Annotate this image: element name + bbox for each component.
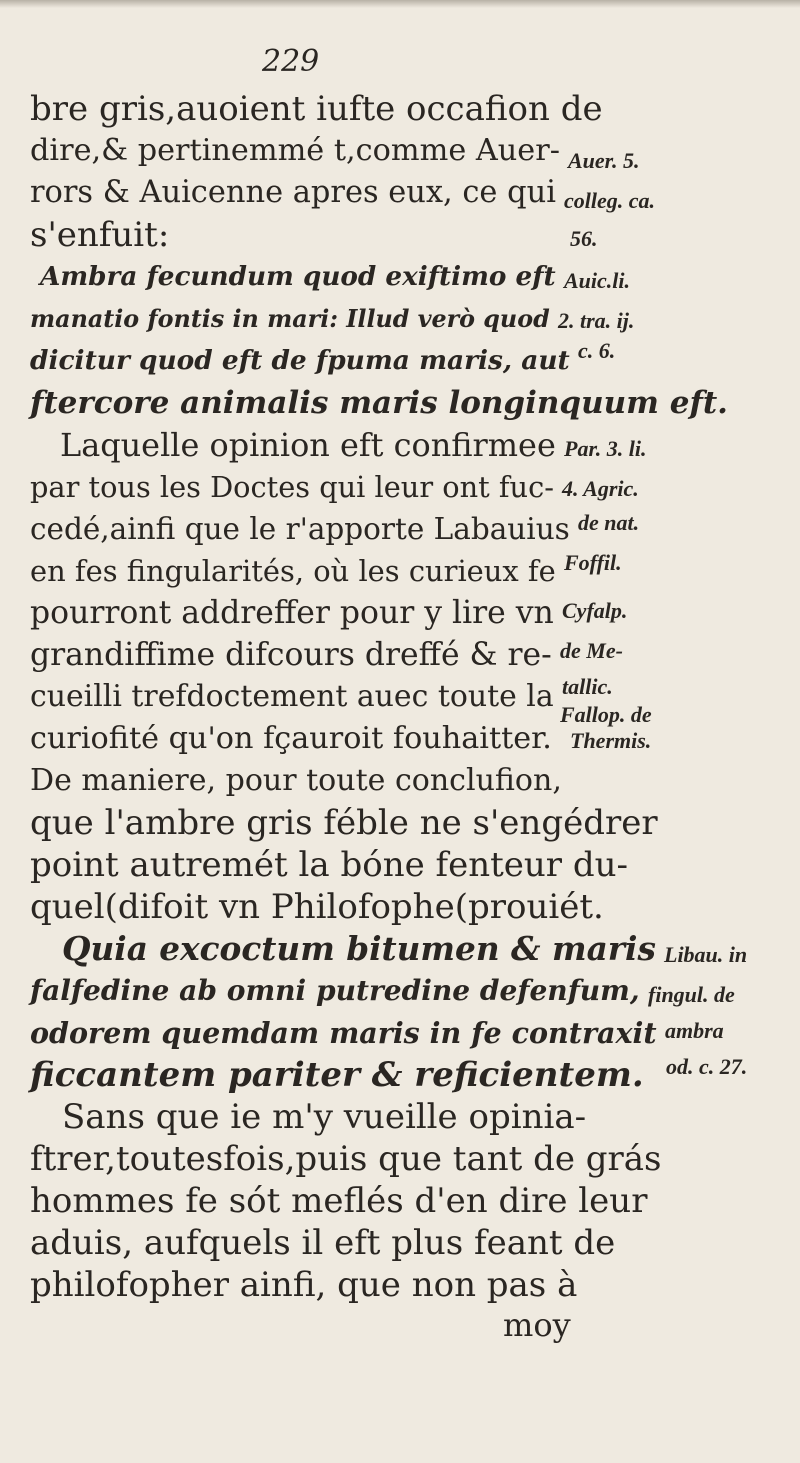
text-line	[0, 1054, 800, 1096]
line-text: s'enfuit:	[30, 215, 170, 255]
margin-note: tallic.	[562, 674, 613, 699]
line-text: ftrer,toutesfois,puis que tant de grás	[30, 1139, 662, 1179]
text-line	[0, 466, 800, 508]
text-line	[0, 130, 800, 172]
text-line	[0, 702, 800, 760]
margin-note: de Me-	[560, 638, 623, 663]
text-line	[0, 634, 800, 676]
line-text: philofopher ainfi, que non pas à	[30, 1265, 578, 1305]
text-line	[0, 970, 800, 1012]
margin-note: 56.	[570, 226, 598, 251]
margin-note: Fallop. de	[560, 702, 652, 727]
margin-note: Libau. in	[664, 942, 748, 967]
line-text: odorem quemdam maris in fe contraxit	[30, 1016, 657, 1050]
line-text: grandiffime difcours dreffé & re-	[30, 637, 552, 673]
line-text: manatio fontis in mari: Illud verò quod	[30, 305, 550, 333]
text-line	[0, 592, 800, 634]
text-line	[0, 676, 800, 718]
text-line	[0, 1180, 800, 1222]
text-line	[0, 214, 800, 256]
line-text: point autremét la bóne fenteur du-	[30, 845, 629, 885]
line-text: rors & Auicenne apres eux, ce qui	[30, 175, 556, 210]
margin-note: de nat.	[578, 510, 640, 535]
text-line	[0, 802, 800, 844]
line-text: ficcantem pariter & reficientem.	[30, 1055, 644, 1095]
line-text: hommes fe sót meflés d'en dire leur	[30, 1181, 648, 1221]
margin-note: 2. tra. ij.	[558, 308, 635, 333]
text-line	[0, 1138, 800, 1180]
text-line	[0, 382, 800, 424]
text-line	[0, 340, 800, 382]
text-line	[0, 256, 800, 298]
margin-note: colleg. ca.	[564, 188, 656, 213]
line-text: dicitur quod eft de fpuma maris, aut	[30, 345, 570, 376]
text-line	[0, 1096, 800, 1138]
line-text: que l'ambre gris féble ne s'engédrer	[30, 803, 658, 843]
line-text: quel(difoit vn Philofophe(prouiét.	[30, 887, 604, 927]
catchword: moy	[503, 1306, 571, 1344]
text-line	[0, 88, 800, 130]
line-text: ftercore animalis maris longinquum eft.	[30, 385, 728, 421]
line-text: Sans que ie m'y vueille opinia-	[62, 1097, 587, 1137]
line-text: falfedine ab omni putredine defenfum,	[30, 974, 640, 1007]
page-top-edge	[0, 0, 800, 8]
margin-note: Auic.li.	[564, 268, 631, 293]
line-text: en fes fingularités, où les curieux fe	[30, 554, 556, 588]
text-line	[0, 1264, 800, 1306]
margin-note: od. c. 27.	[666, 1054, 748, 1079]
margin-note: Auer. 5.	[568, 148, 640, 173]
line-text: par tous les Doctes qui leur ont fuc-	[30, 470, 554, 504]
margin-note: 4. Agric.	[562, 476, 639, 501]
line-text: cedé,ainfi que le r'apporte Labauius	[30, 512, 570, 546]
line-text: curiofité qu'on fçauroit fouhaitter.	[30, 721, 552, 756]
line-text: Laquelle opinion eft confirmee	[60, 426, 556, 464]
line-text: pourront addreffer pour y lire vn	[30, 595, 554, 631]
margin-note: fingul. de	[648, 982, 735, 1007]
line-text: cueilli trefdoctement auec toute la	[30, 679, 554, 714]
text-line	[0, 298, 800, 340]
margin-note: Foffil.	[564, 550, 622, 575]
line-text: bre gris,auoient iufte occafion de	[30, 89, 603, 129]
text-line	[0, 886, 800, 928]
margin-note: Cyfalp.	[562, 598, 628, 623]
margin-note: Thermis.	[570, 728, 652, 753]
margin-note: c. 6.	[578, 338, 616, 363]
text-line	[0, 424, 800, 466]
text-line	[0, 844, 800, 886]
line-text: dire,& pertinemmé t,comme Auer-	[30, 133, 560, 168]
text-line	[0, 508, 800, 550]
line-text: Ambra fecundum quod exiftimo eft	[40, 261, 556, 292]
text-line	[0, 550, 800, 592]
margin-note: ambra	[665, 1018, 724, 1043]
page-number: 229	[262, 44, 320, 79]
text-line	[0, 928, 800, 970]
line-text: Quia excoctum bitumen & maris	[62, 929, 656, 968]
margin-note: Par. 3. li.	[564, 436, 647, 461]
line-text: aduis, aufquels il eft plus feant de	[30, 1223, 616, 1263]
line-text: De maniere, pour toute conclufion,	[30, 763, 562, 798]
text-line	[0, 172, 800, 214]
text-line	[0, 1222, 800, 1264]
